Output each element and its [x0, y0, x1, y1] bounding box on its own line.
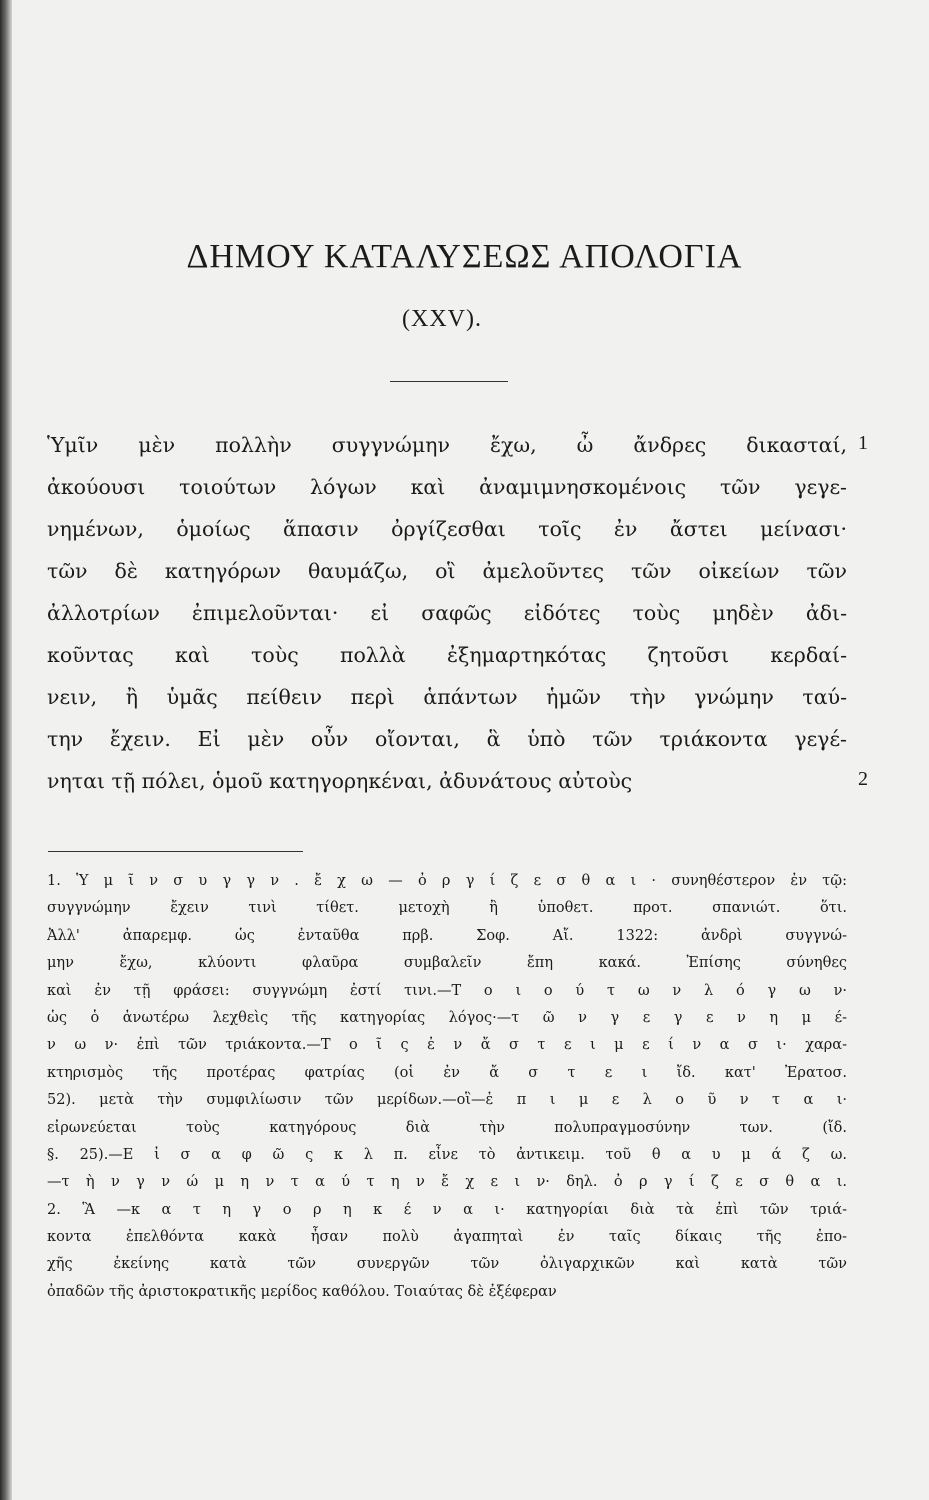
speech-title: ΔΗΜΟΥ ΚΑΤΑΛΥΣΕΩΣ ΑΠΟΛΟΓΙΑ [186, 238, 743, 275]
text-line: νημένων, ὁμοίως ἅπασιν ὀργίζεσθαι τοῖς ἐν ἄστει μείνασι· [47, 517, 847, 541]
footnote-line: 52). μετὰ τὴν συμφιλίωσιν τῶν μερίδων.—οἳ—ἐ π ι μ ε λ ο ῦ ν τ α ι· [47, 1092, 847, 1109]
title-divider [390, 381, 508, 382]
footnote-line: 1. Ὑ μ ῖ ν σ υ γ γ ν . ἔ χ ω — ὀ ρ γ ί ζ ε σ θ α ι · συνηθέστερον ἐν τῷ: [47, 873, 847, 889]
footnote-line: Ἀλλ' ἀπαρεμφ. ὡς ἐνταῦθα πρβ. Σοφ. Αἴ. 1322: ἀνδρὶ συγγνώ- [47, 927, 847, 944]
footnote-line: §. 25).—Ε ἰ σ α φ ῶ ς κ λ π. εἶνε τὸ ἀντικειμ. τοῦ θ α υ μ ά ζ ω. [47, 1146, 847, 1163]
footnote-line: χῆς ἐκείνης κατὰ τῶν συνεργῶν τῶν ὀλιγαρχικῶν καὶ κατὰ τῶν [47, 1256, 847, 1273]
footnote-line: μην ἔχω, κλύοντι φλαῦρα συμβαλεῖν ἔπη κακά. Ἐπίσης σύνηθες [47, 955, 847, 972]
footnote-line: 2. Ἃ —κ α τ η γ ο ρ η κ έ ν α ι· κατηγορίαι διὰ τὰ ἐπὶ τῶν τριά- [47, 1201, 847, 1218]
text-line: κοῦντας καὶ τοὺς πολλὰ ἐξημαρτηκότας ζητοῦσι κερδαί- [47, 643, 847, 667]
section-number: 2 [858, 768, 868, 790]
footnote-line: —τ ὴ ν γ ν ώ μ η ν τ α ύ τ η ν ἔ χ ε ι ν· δηλ. ὀ ρ γ ί ζ ε σ θ α ι. [47, 1174, 847, 1191]
footnotes-block [47, 868, 847, 1306]
footnote-line: συγγνώμην ἔχειν τινὶ τίθετ. μετοχὴ ἢ ὑποθετ. προτ. σπανιώτ. ὅτι. [47, 900, 847, 917]
text-line: την ἔχειν. Εἰ μὲν οὖν οἴονται, ἃ ὑπὸ τῶν τριάκοντα γεγέ- [47, 727, 847, 751]
text-line: ἀκούουσι τοιούτων λόγων καὶ ἀναμιμνησκομένοις τῶν γεγε- [47, 475, 847, 499]
text-line: τῶν δὲ κατηγόρων θαυμάζω, οἳ ἀμελοῦντες τῶν οἰκείων τῶν [47, 559, 847, 583]
text-line: νηται τῇ πόλει, ὁμοῦ κατηγορηκέναι, ἀδυνάτους αὐτοὺς [47, 769, 633, 793]
footnote-line: κτηρισμὸς τῆς προτέρας φατρίας (οἱ ἐν ἄ σ τ ε ι ἴδ. κατ' Ἐρατοσ. [47, 1064, 847, 1081]
footnote-line: ν ω ν· ἐπὶ τῶν τριάκοντα.—Τ ο ῖ ς ἐ ν ἄ σ τ ε ι μ ε ί ν α σ ι· χαρα- [47, 1037, 847, 1054]
footnote-line: ὀπαδῶν τῆς ἀριστοκρατικῆς μερίδος καθόλου. Τοιαύτας δὲ ἐξέφεραν [47, 1283, 557, 1300]
speech-number: (XXV). [402, 306, 482, 332]
text-line: Ὑμῖν μὲν πολλὴν συγγνώμην ἔχω, ὦ ἄνδρες δικασταί, [47, 433, 847, 457]
text-line: ἀλλοτρίων ἐπιμελοῦνται· εἰ σαφῶς εἰδότες τοὺς μηδὲν ἀδι- [47, 601, 847, 625]
footnote-line: εἰρωνεύεται τοὺς κατηγόρους διὰ τὴν πολυπραγμοσύνην των. (ἴδ. [47, 1119, 847, 1136]
footnote-line: καὶ ἐν τῇ φράσει: συγγνώμη ἐστί τινι.—Τ ο ι ο ύ τ ω ν λ ό γ ω ν· [47, 982, 847, 999]
section-number: 1 [858, 432, 868, 454]
footnote-line: ὡς ὁ ἀνωτέρω λεχθεὶς τῆς κατηγορίας λόγος·—τ ῶ ν γ ε γ ε ν η μ έ- [47, 1009, 847, 1026]
main-text-block [47, 424, 847, 802]
footnote-divider [48, 851, 303, 852]
footnote-line: κοντα ἐπελθόντα κακὰ ἦσαν πολὺ ἀγαπηταὶ ἐν ταῖς δίκαις τῆς ἐπο- [47, 1229, 847, 1246]
text-line: νειν, ἢ ὑμᾶς πείθειν περὶ ἁπάντων ἡμῶν τὴν γνώμην ταύ- [47, 685, 847, 709]
